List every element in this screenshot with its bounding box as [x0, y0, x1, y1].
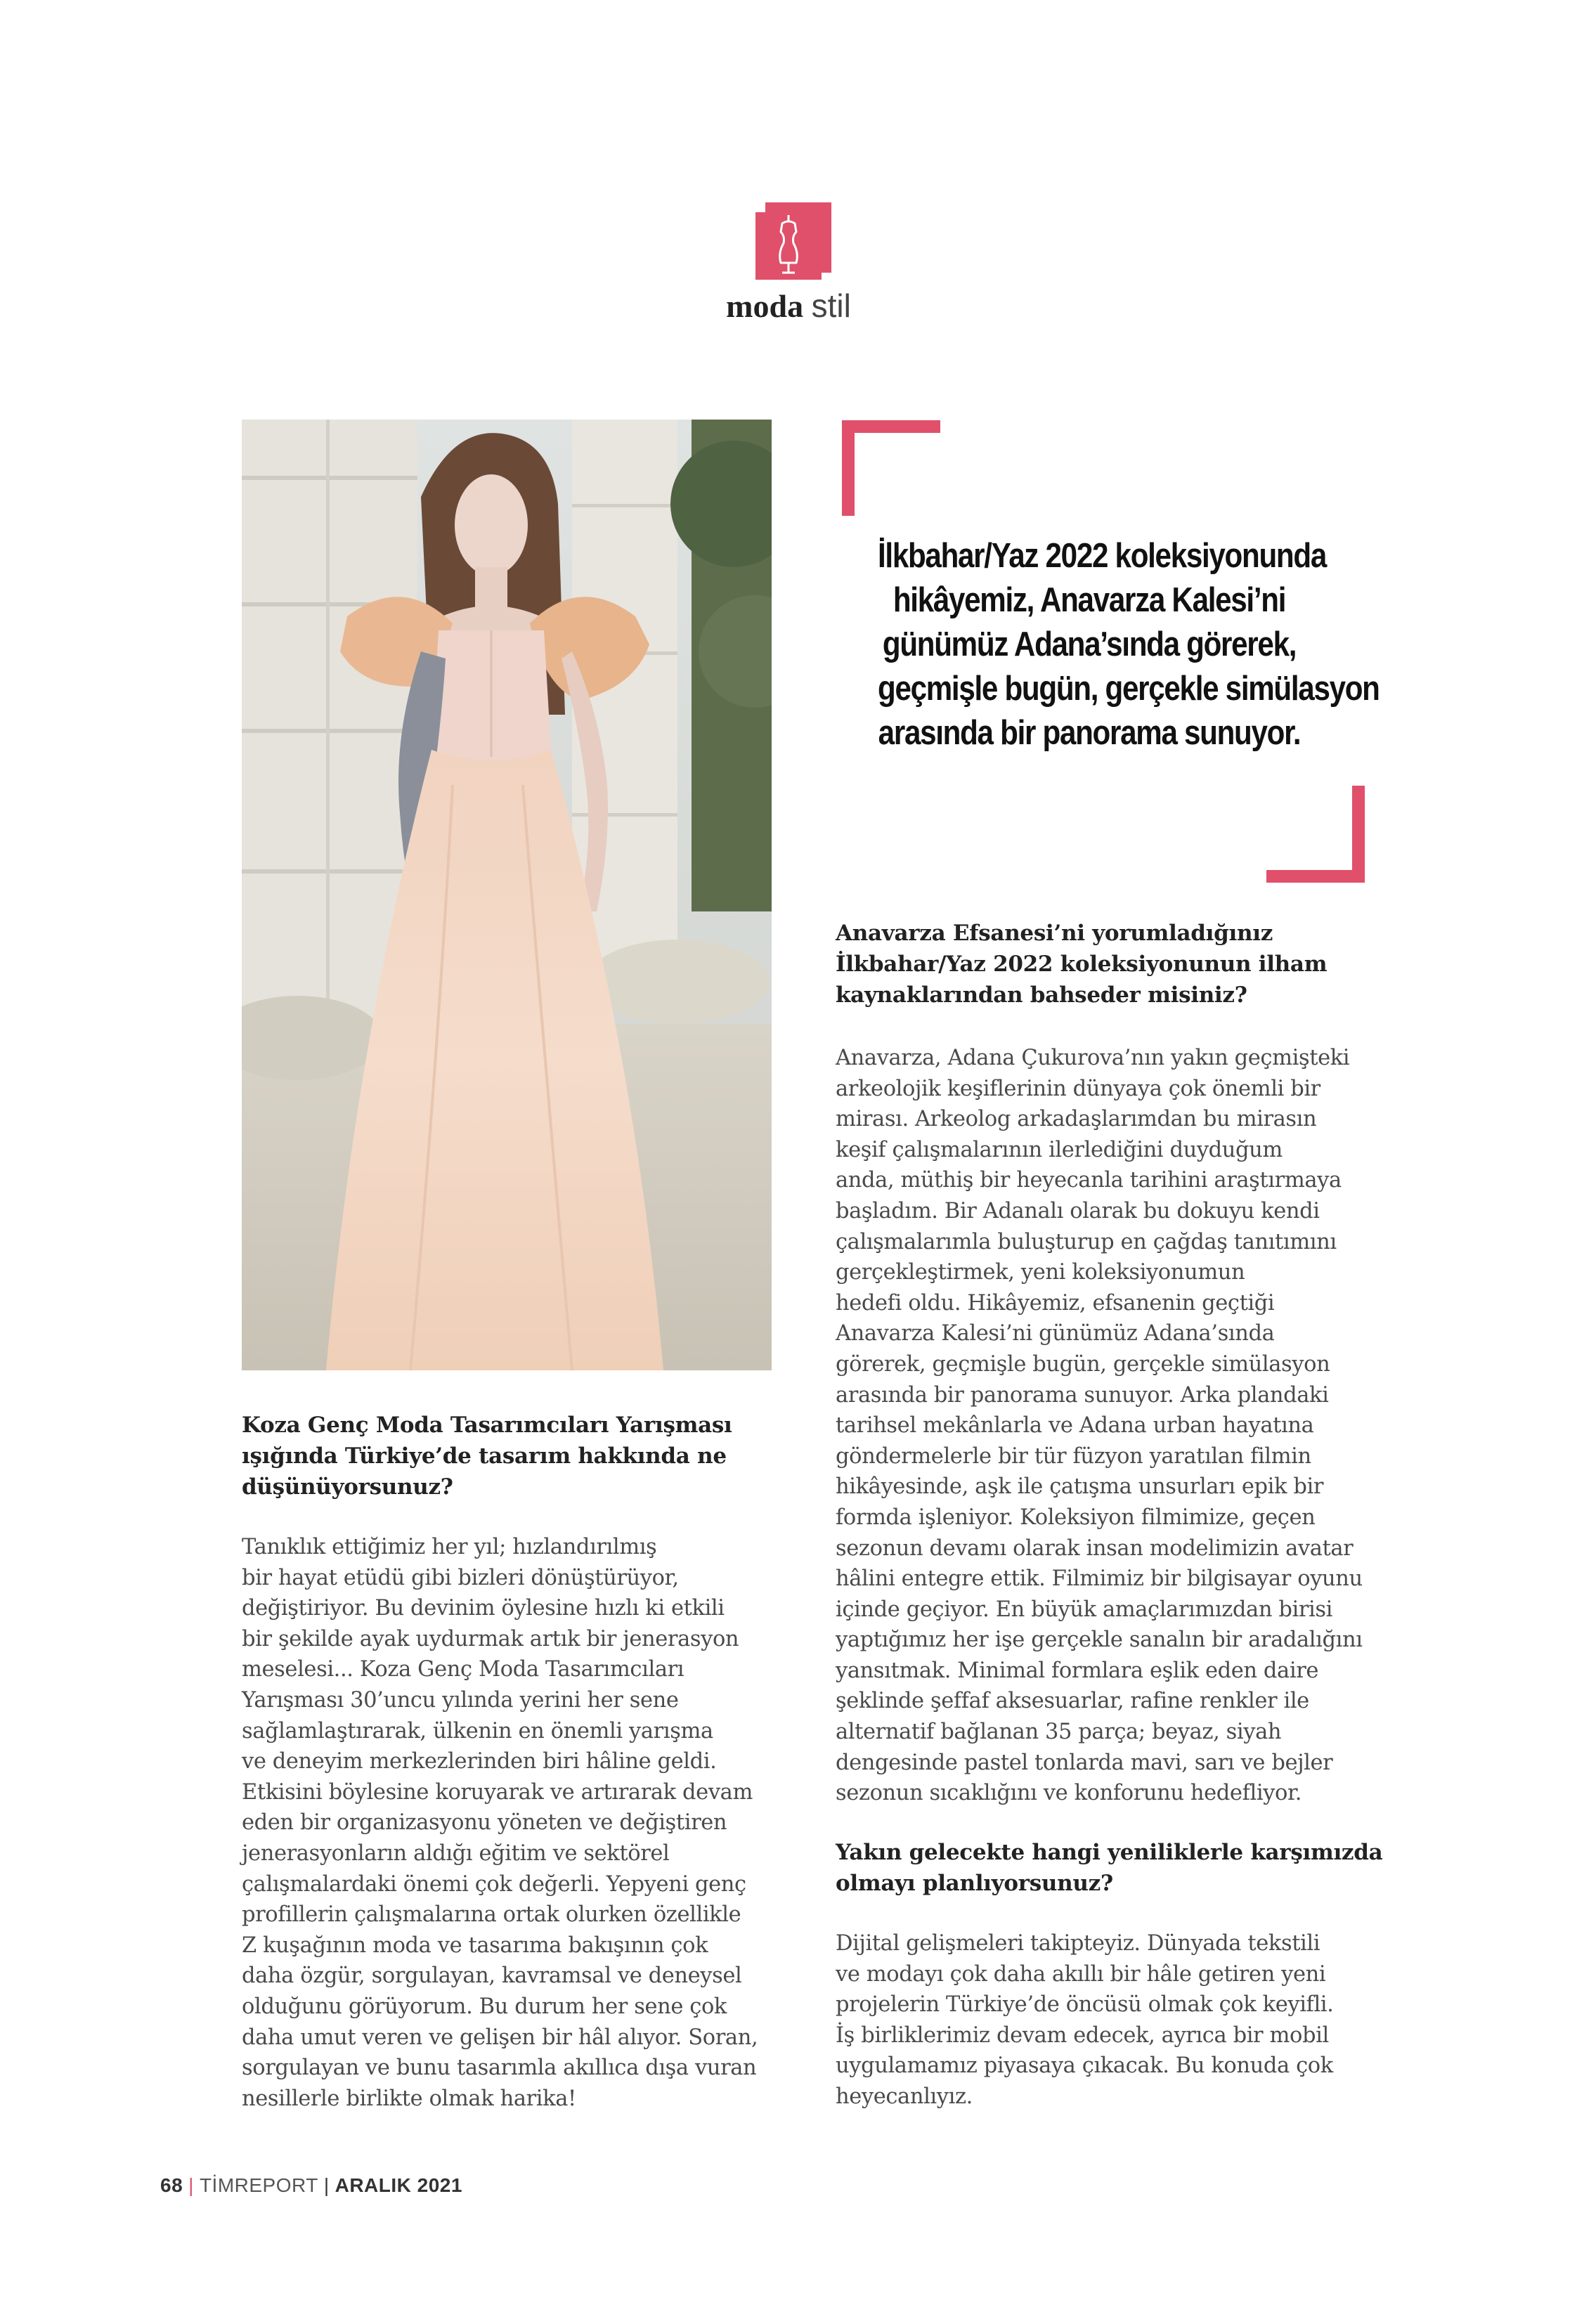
answer-line: hedefi oldu. Hikâyemiz, efsanenin geçtiği: [836, 1290, 1275, 1316]
answer-line: İş birliklerimiz devam edecek, ayrıca bir mobil: [836, 2023, 1329, 2048]
answer-line: Yarışması 30’uncu yılında yerini her sene: [242, 1687, 679, 1713]
pull-quote-line: hikâyemiz, Anavarza Kalesi’ni: [893, 581, 1286, 619]
answer-line: sağlamlaştırarak, ülkenin en önemli yarışma: [242, 1718, 713, 1744]
page-footer: [160, 2174, 462, 2197]
fashion-photo: [242, 420, 772, 1370]
answer-line: alternatif bağlanan 35 parça; beyaz, siyah: [836, 1720, 1282, 1745]
answer-line: Anavarza, Adana Çukurova’nın yakın geçmişteki: [836, 1046, 1350, 1070]
answer-line: heyecanlıyız.: [836, 2084, 973, 2109]
quote-bracket-top-left-vertical: [842, 420, 855, 516]
right-question-2: [836, 1837, 1383, 1899]
answer-line: yansıtmak. Minimal formlara eşlik eden daire: [836, 1658, 1319, 1683]
question-line: İlkbahar/Yaz 2022 koleksiyonunun ilham: [836, 952, 1328, 977]
answer-line: anda, müthiş bir heyecanla tarihini araştırmaya: [836, 1168, 1342, 1193]
answer-line: projelerin Türkiye’de öncüsü olmak çok keyifli.: [836, 1992, 1334, 2018]
answer-line: dengesinde pastel tonlarda mavi, sarı ve bejler: [836, 1750, 1333, 1775]
pull-quote-line: arasında bir panorama sunuyor.: [878, 714, 1301, 752]
answer-line: sorgulayan ve bunu tasarımla akıllıca dışa vuran: [242, 2056, 757, 2081]
quote-bracket-bottom-right-vertical: [1352, 786, 1365, 883]
section-title-light: stil: [811, 287, 851, 324]
section-title-bold: moda: [726, 288, 804, 324]
answer-line: Dijital gelişmeleri takipteyiz. Dünyada tekstili: [836, 1931, 1320, 1956]
page-number: 68: [160, 2174, 183, 2196]
magazine-name: TİMREPORT: [199, 2174, 318, 2196]
left-answer: [242, 1532, 776, 2114]
answer-line: keşif çalışmalarının ilerlediğini duyduğum: [836, 1137, 1283, 1162]
answer-line: Tanıklık ettiğimiz her yıl; hızlandırılmış: [242, 1535, 657, 1559]
answer-line: arkeolojik keşiflerinin dünyaya çok önemli bir: [836, 1076, 1320, 1101]
quote-bracket-bottom-right: [1266, 870, 1365, 883]
right-answer-1: [836, 1043, 1370, 1809]
answer-line: gerçekleştirmek, yeni koleksiyonumun: [836, 1260, 1245, 1285]
answer-line: çalışmalarımla buluşturup en çağdaş tanıtımını: [836, 1229, 1337, 1254]
answer-line: yaptığımız her işe gerçekle sanalın bir aradalığını: [836, 1628, 1363, 1653]
answer-line: içinde geçiyor. En büyük amaçlarımızdan birisi: [836, 1597, 1333, 1622]
right-answer-2: [836, 1928, 1370, 2112]
answer-line: ve deneyim merkezlerinden biri hâline geldi.: [242, 1749, 717, 1774]
answer-line: görerek, geçmişle bugün, gerçekle simülasyon: [836, 1351, 1330, 1377]
question-line: Yakın gelecekte hangi yeniliklerle karşımızda: [836, 1840, 1383, 1865]
footer-separator: |: [188, 2174, 194, 2196]
answer-line: olduğunu görüyorum. Bu durum her sene çok: [242, 1994, 727, 2019]
answer-line: hikâyesinde, aşk ile çatışma unsurları epik bir: [836, 1474, 1324, 1500]
answer-line: Anavarza Kalesi’ni günümüz Adana’sında: [836, 1321, 1275, 1346]
question-line: Koza Genç Moda Tasarımcıları Yarışması: [242, 1413, 732, 1438]
question-line: ışığında Türkiye’de tasarım hakkında ne: [242, 1443, 727, 1469]
answer-line: daha özgür, sorgulayan, kavramsal ve deneysel: [242, 1963, 742, 1989]
question-line: olmayı planlıyorsunuz?: [836, 1871, 1113, 1896]
pull-quote-line: geçmişle bugün, gerçekle simülasyon: [878, 670, 1380, 708]
answer-line: sezonun devamı olarak insan modelimizin avatar: [836, 1536, 1354, 1561]
answer-line: göndermelerle bir tür füzyon yaratılan filmin: [836, 1443, 1311, 1469]
pull-quote-line: İlkbahar/Yaz 2022 koleksiyonunda: [878, 537, 1326, 575]
answer-line: nesillerle birlikte olmak harika!: [242, 2086, 576, 2111]
answer-line: bir şekilde ayak uydurmak artık bir jenerasyon: [242, 1626, 739, 1651]
answer-line: değiştiriyor. Bu devinim öylesine hızlı ki etkili: [242, 1596, 725, 1621]
answer-line: hâlini entegre ettik. Filmimiz bir bilgisayar oyunu: [836, 1566, 1363, 1592]
answer-line: meselesi... Koza Genç Moda Tasarımcıları: [242, 1657, 684, 1682]
pull-quote-line: günümüz Adana’sında görerek,: [882, 625, 1297, 663]
answer-line: formda işleniyor. Koleksiyon filmimize, geçen: [836, 1505, 1316, 1530]
answer-line: çalışmalardaki önemi çok değerli. Yepyeni genç: [242, 1871, 746, 1897]
answer-line: şeklinde şeffaf aksesuarlar, rafine renkler ile: [836, 1689, 1309, 1714]
dress-form-icon: [755, 202, 831, 284]
answer-line: Z kuşağının moda ve tasarıma bakışının çok: [242, 1933, 708, 1958]
answer-line: başladım. Bir Adanalı olarak bu dokuyu kendi: [836, 1198, 1320, 1223]
answer-line: eden bir organizasyonu yöneten ve değiştiren: [242, 1810, 727, 1836]
answer-line: uygulamamız piyasaya çıkacak. Bu konuda çok: [836, 2053, 1333, 2079]
answer-line: profillerin çalışmalarına ortak olurken özellikle: [242, 1902, 741, 1928]
question-line: kaynaklarından bahseder misiniz?: [836, 982, 1247, 1008]
answer-line: bir hayat etüdü gibi bizleri dönüştürüyor,: [242, 1565, 679, 1590]
left-question: [242, 1410, 776, 1502]
right-question-1: [836, 918, 1370, 1011]
issue-date: ARALIK 2021: [335, 2174, 462, 2196]
question-line: Anavarza Efsanesi’ni yorumladığınız: [836, 921, 1273, 946]
answer-line: daha umut veren ve gelişen bir hâl alıyor. Soran,: [242, 2025, 758, 2050]
quote-bracket-top-left: [842, 420, 940, 433]
question-line: düşünüyorsunuz?: [242, 1474, 453, 1500]
footer-separator: |: [323, 2174, 330, 2196]
section-title: [661, 287, 916, 325]
answer-line: arasında bir panorama sunuyor. Arka plandaki: [836, 1382, 1329, 1408]
answer-line: mirası. Arkeolog arkadaşlarımdan bu mirasın: [836, 1107, 1317, 1132]
answer-line: jenerasyonların aldığı eğitim ve sektörel: [242, 1841, 670, 1866]
answer-line: sezonun sıcaklığını ve konforunu hedefliyor.: [836, 1781, 1302, 1806]
answer-line: Etkisini böylesine koruyarak ve artırarak devam: [242, 1779, 753, 1805]
answer-line: tarihsel mekânlarla ve Adana urban hayatına: [836, 1413, 1314, 1439]
answer-line: ve modayı çok daha akıllı bir hâle getiren yeni: [836, 1961, 1326, 1987]
pull-quote: [878, 534, 1380, 755]
